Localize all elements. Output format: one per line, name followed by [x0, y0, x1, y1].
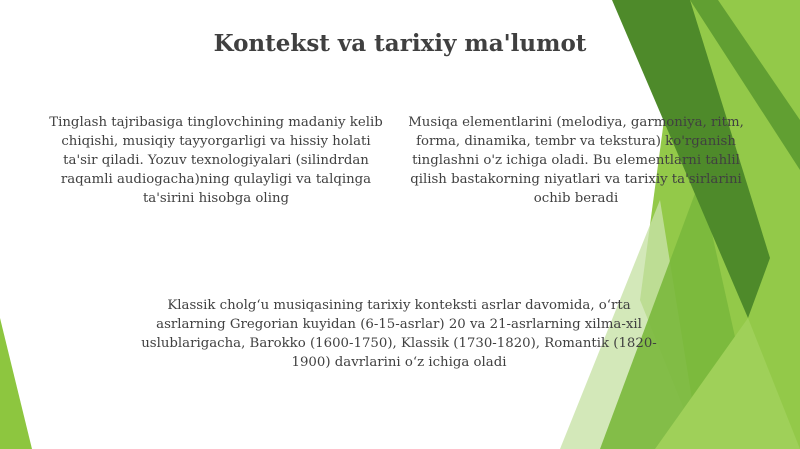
right-paragraph: Musiqa elementlarini (melodiya, garmoniya, ritm, forma, dinamika, tembr va tekstura) ko'rganish tinglashni o'z ichiga oladi. Bu elementlarni tahlil qilish bastakorning niyatlari va tarixiy ta'sirlarini ochib beradi [408, 115, 744, 206]
left-paragraph: Tinglash tajribasiga tinglovchining madaniy kelib chiqishi, musiqiy tayyorgarligi va hissiy holati ta'sir qiladi. Yozuv texnologiyalari (silindrdan raqamli audiogacha)ning qulayligi va talqinga ta'sirini hisobga oling [49, 115, 383, 206]
bottom-paragraph: Klassik cholg‘u musiqasining tarixiy konteksti asrlar davomida, o‘rta asrlarning Gregorian kuyidan (6-15-asrlar) 20 va 21-asrlarning xilma-xil uslublarigacha, Barokko (1600-1750), Klassik (1730-1820), Romantik (1820-1900) davrlarini o‘z ichiga oladi [141, 298, 657, 370]
slide-title: Kontekst va tarixiy ma'lumot [213, 30, 587, 57]
left-green-sliver [0, 318, 32, 449]
